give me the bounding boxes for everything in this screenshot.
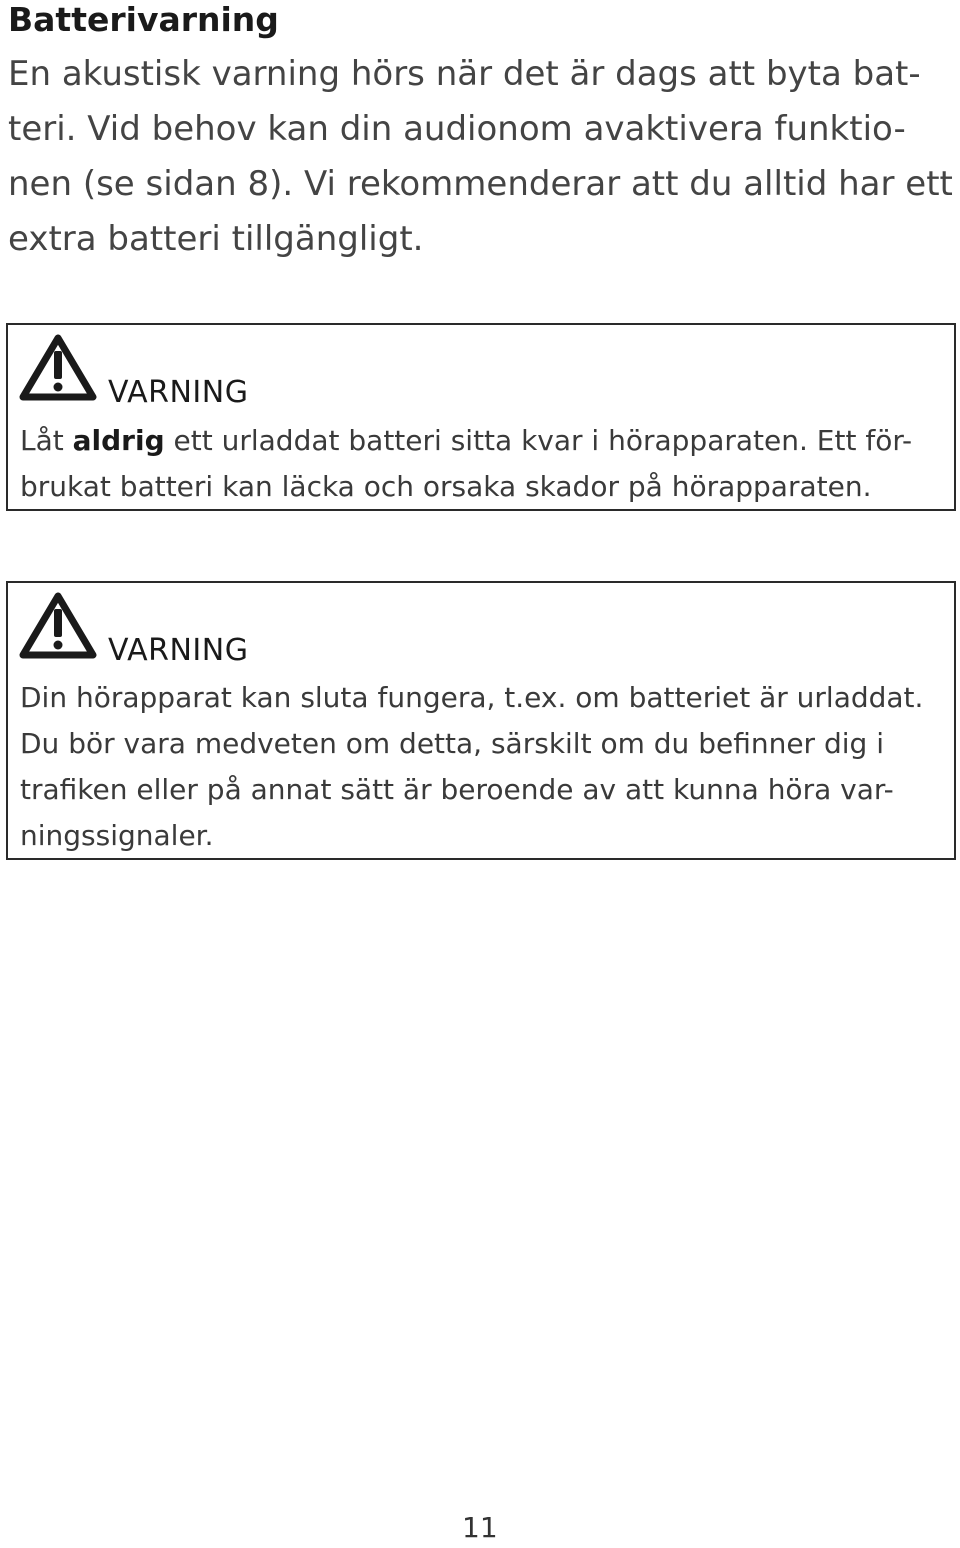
- warning-line: ningssignaler.: [20, 819, 214, 852]
- page-number: 11: [462, 1511, 498, 1544]
- intro-line: nen (se sidan 8). Vi rekommenderar att du alltid har ett: [8, 164, 953, 204]
- warning-header: [18, 591, 418, 671]
- warning-line: trafiken eller på annat sätt är beroende av att kunna höra var-: [20, 773, 894, 806]
- warning-triangle-icon: [18, 333, 98, 403]
- intro-line: teri. Vid behov kan din audionom avaktivera funktio-: [8, 109, 906, 149]
- warning-emphasis: aldrig: [72, 424, 165, 457]
- warning-text-post: ett urladdat batteri sitta kvar i hörapparaten. Ett för-: [164, 424, 913, 457]
- intro-paragraph: [8, 47, 953, 267]
- warning-box-battery: [6, 323, 956, 511]
- warning-triangle-icon: [18, 591, 98, 661]
- warning-label: VARNING: [108, 375, 249, 410]
- page-heading: Batterivarning: [8, 0, 279, 39]
- warning-line: Din hörapparat kan sluta fungera, t.ex. om batteriet är urladdat.: [20, 681, 924, 714]
- warning-line: Du bör vara medveten om detta, särskilt om du befinner dig i: [20, 727, 884, 760]
- warning-text: [20, 418, 912, 510]
- warning-line: brukat batteri kan läcka och orsaka skador på hörapparaten.: [20, 470, 872, 503]
- intro-line: extra batteri tillgängligt.: [8, 219, 424, 259]
- warning-text-pre: Låt: [20, 424, 73, 457]
- warning-box-function: [6, 581, 956, 860]
- warning-label: VARNING: [108, 633, 249, 668]
- warning-header: [18, 333, 418, 413]
- intro-line: En akustisk varning hörs när det är dags att byta bat-: [8, 54, 921, 94]
- warning-text: [20, 675, 923, 859]
- warning-line: [20, 418, 912, 464]
